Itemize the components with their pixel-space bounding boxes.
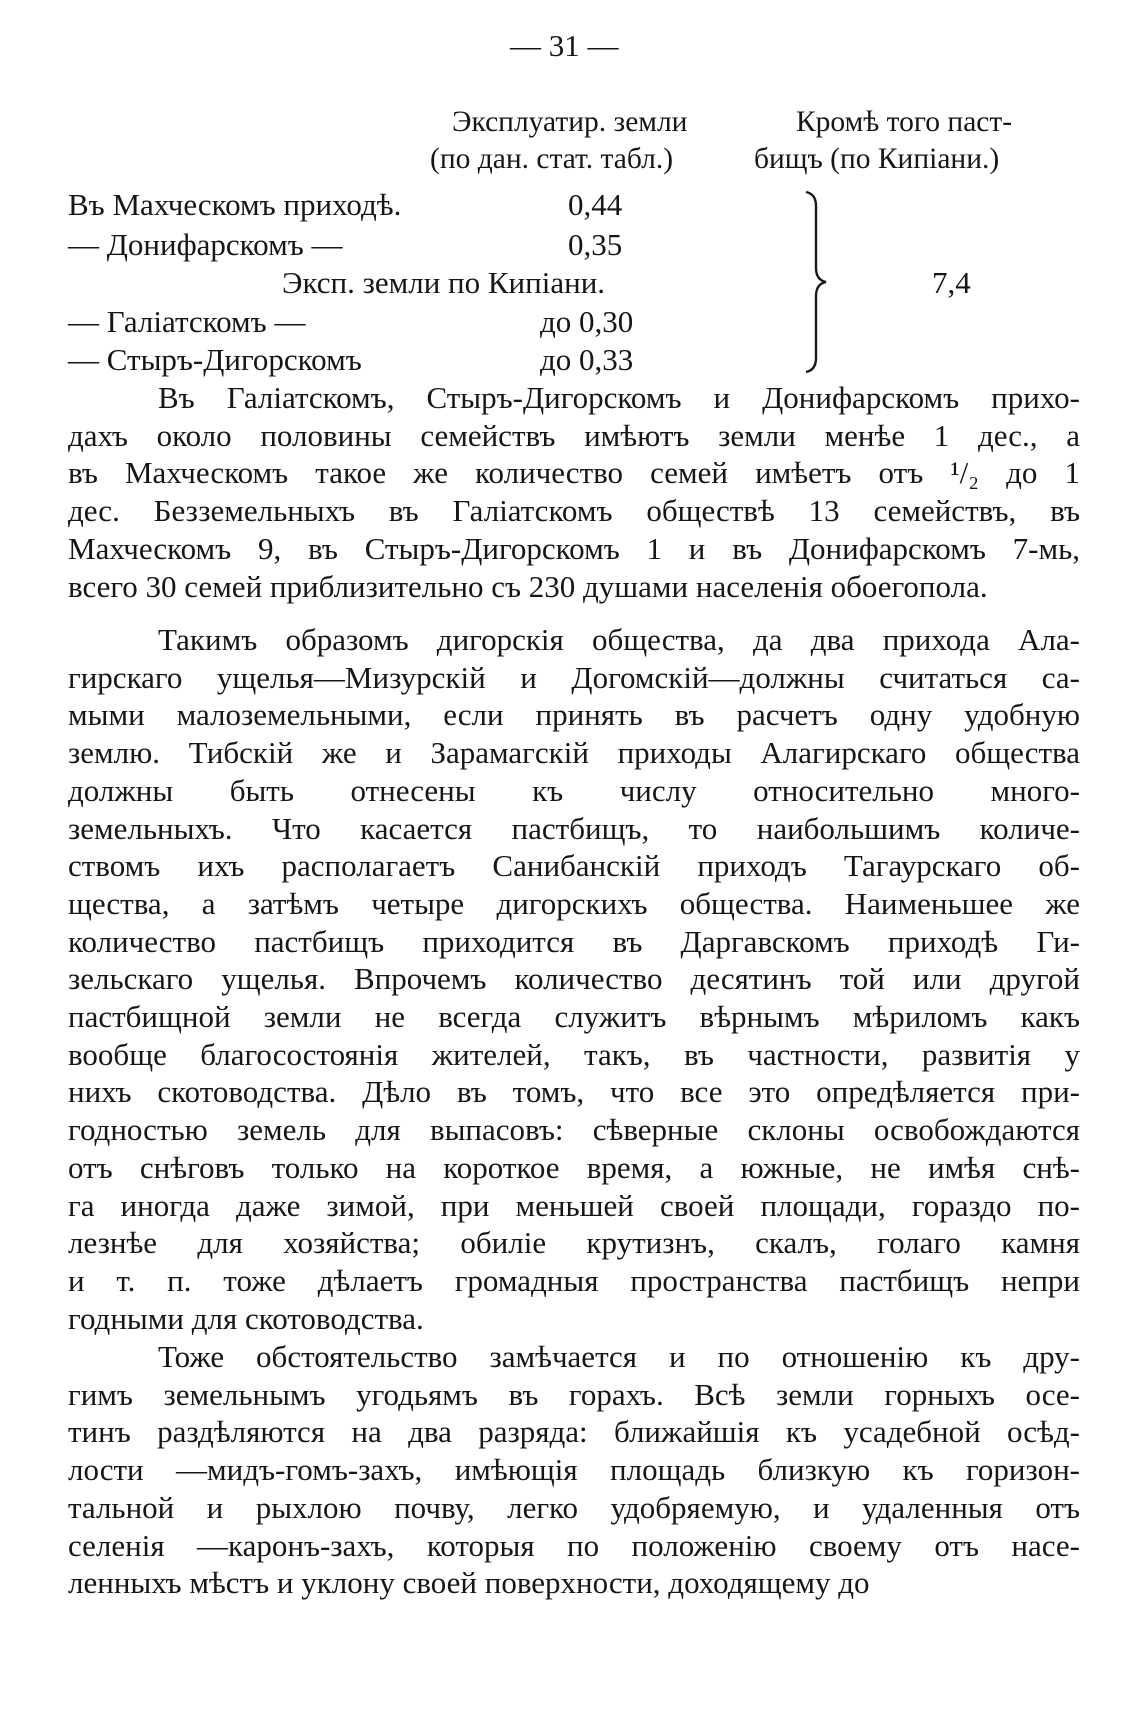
text-line: земельныхъ. Что касается пастбищъ, то наибольшимъ количе- (68, 810, 1080, 846)
text-line: Въ Галіатскомъ, Стыръ-Дигорскомъ и Донифарскомъ прихо- (158, 380, 1080, 415)
text-line: дес. Безземельныхъ въ Галіатскомъ обществѣ 13 семействъ, въ (68, 493, 1080, 529)
text-line: дахъ около половины семействъ имѣютъ земли менѣе 1 дес., а (68, 417, 1080, 453)
text-line: гирскаго ущелья—Мизурскій и Догомскій—должны считаться са- (68, 659, 1080, 695)
curly-brace (800, 190, 840, 374)
text-line: мыми малоземельными, если принять въ расчетъ одну удобную (68, 697, 1080, 733)
text-line: въ Махческомъ такое же количество семей имѣетъ отъ ¹/₂ до 1 (68, 455, 1080, 491)
text-line: тинъ раздѣляются на два разряда: ближайшія къ усадебной осѣд- (68, 1414, 1080, 1450)
text-line: щества, а затѣмъ четыре дигорскихъ общества. Наименьшее же (68, 885, 1080, 921)
table-row-value: до 0,33 (540, 342, 634, 377)
text-line: землю. Тибскій же и Зарамагскій приходы Алагирскаго общества (68, 735, 1080, 771)
pasture-value: 7,4 (932, 265, 971, 300)
page-number: — 31 — (510, 28, 619, 63)
text-line: Тоже обстоятельство замѣчается и по отношенію къ дру- (158, 1339, 1080, 1374)
text-line: Такимъ образомъ дигорскія общества, да два прихода Ала- (158, 622, 1080, 657)
text-line: Махческомъ 9, въ Стыръ-Дигорскомъ 1 и въ Донифарскомъ 7-мь, (68, 530, 1080, 566)
text-line: вообще благосостоянія жителей, такъ, въ частности, развитія у (68, 1036, 1080, 1072)
text-line: и т. п. тоже дѣлаетъ громадныя пространства пастбищъ непри (68, 1262, 1080, 1298)
text-line: годными для скотоводства. (68, 1300, 424, 1336)
col2-header-line2: бищъ (по Кипіани.) (754, 143, 1000, 175)
text-line: лезнѣе для хозяйства; обиліе крутизнъ, скалъ, голаго камня (68, 1225, 1080, 1261)
table-row-label: — Галіатскомъ — (68, 304, 306, 339)
text-line: селенія —каронъ-захъ, которыя по положенію своему отъ насе- (68, 1527, 1080, 1563)
col1-header-line1: Эксплуатир. земли (452, 106, 688, 138)
table-row-value: до 0,30 (540, 304, 634, 339)
text-line: зельскаго ущелья. Впрочемъ количество десятинъ той или другой (68, 961, 1080, 997)
text-line: лости —мидъ-гомъ-захъ, имѣющія площадь близкую къ горизон- (68, 1452, 1080, 1488)
text-line: нихъ скотоводства. Дѣло въ томъ, что все это опредѣляется при- (68, 1074, 1080, 1110)
table-row-label: — Донифарскомъ — (68, 227, 343, 262)
text-line: количество пастбищъ приходится въ Даргавскомъ приходѣ Ги- (68, 923, 1080, 959)
text-line: отъ снѣговъ только на короткое время, а южные, не имѣя снѣ- (68, 1149, 1080, 1185)
table-row-label: Въ Махческомъ приходѣ. (68, 187, 402, 222)
text-line: тальной и рыхлою почву, легко удобряемую, и удаленныя отъ (68, 1489, 1080, 1525)
text-line: должны быть отнесены къ числу относительно много- (68, 772, 1080, 808)
text-line: всего 30 семей приблизительно съ 230 душами населенія обоегопола. (68, 568, 988, 604)
text-line: гимъ земельнымъ угодьямъ въ горахъ. Всѣ земли горныхъ осе- (68, 1376, 1080, 1412)
text-line: годностью земель для выпасовъ: сѣверные склоны освобождаются (68, 1112, 1080, 1148)
col2-header-line1: Кромѣ того паст- (796, 106, 1013, 138)
table-row-label: — Стыръ-Дигорскомъ (68, 342, 362, 377)
text-line: пастбищной земли не всегда служитъ вѣрнымъ мѣриломъ какъ (68, 999, 1080, 1034)
table-subheader: Эксп. земли по Кипіани. (282, 265, 606, 300)
table-row-value: 0,35 (568, 227, 623, 262)
table-row-value: 0,44 (568, 187, 623, 222)
text-line: га иногда даже зимой, при меньшей своей площади, гораздо по- (68, 1187, 1080, 1223)
text-line: ствомъ ихъ располагаетъ Санибанскій приходъ Тагаурскаго об- (68, 848, 1080, 884)
text-line: ленныхъ мѣстъ и уклону своей поверхности, доходящему до (68, 1565, 870, 1601)
col1-header-line2: (по дан. стат. табл.) (430, 143, 674, 175)
